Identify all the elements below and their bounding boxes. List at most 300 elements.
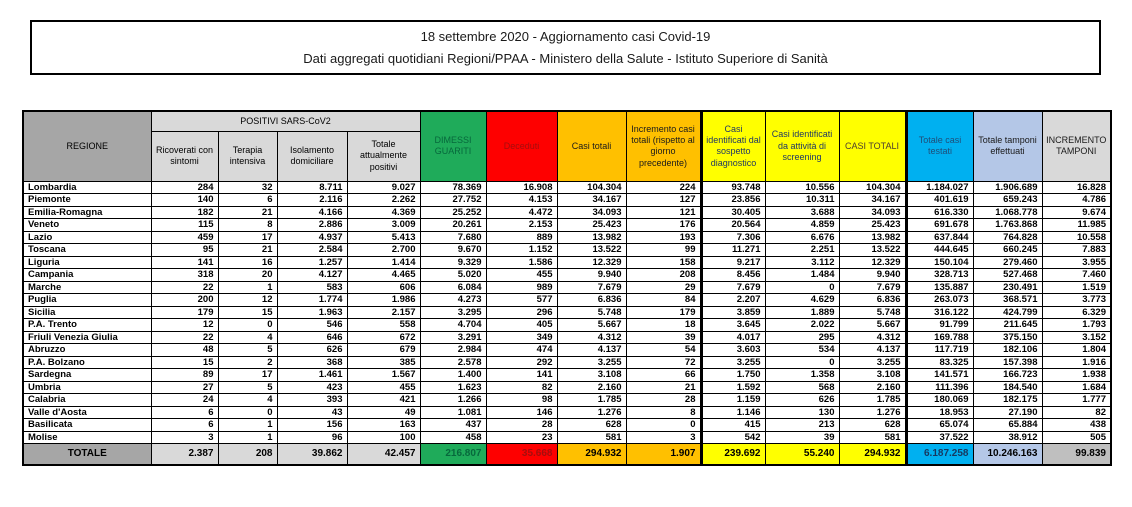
value-cell: 20: [218, 269, 277, 282]
value-cell: 474: [486, 344, 557, 357]
value-cell: 6: [218, 194, 277, 207]
value-cell: 13.982: [839, 231, 906, 244]
value-cell: 17: [218, 369, 277, 382]
value-cell: 3.291: [420, 331, 486, 344]
value-cell: 6.329: [1042, 306, 1111, 319]
value-cell: 25.423: [839, 219, 906, 232]
col-header-regione: REGIONE: [23, 111, 151, 181]
value-cell: 25.423: [557, 219, 626, 232]
value-cell: 72: [626, 356, 701, 369]
col-header-deceduti: Deceduti: [486, 111, 557, 181]
total-label-cell: TOTALE: [23, 444, 151, 465]
value-cell: 3.645: [701, 319, 765, 332]
table-row: [23, 331, 1111, 344]
region-name-cell: Campania: [23, 269, 151, 282]
value-cell: 10.246.163: [973, 444, 1042, 465]
value-cell: 49: [347, 406, 420, 419]
col-header-dimessi-guariti: DIMESSI GUARITI: [420, 111, 486, 181]
value-cell: 16: [218, 256, 277, 269]
table-row: [23, 356, 1111, 369]
value-cell: 0: [218, 319, 277, 332]
table-row: [23, 431, 1111, 444]
value-cell: 127: [626, 194, 701, 207]
value-cell: 2.886: [277, 219, 347, 232]
report-source-line: Dati aggregati quotidiani Regioni/PPAA - Ministero della Salute - Istituto Superiore di Sanità: [303, 51, 828, 66]
value-cell: 32: [218, 181, 277, 194]
value-cell: 691.678: [906, 219, 973, 232]
value-cell: 140: [151, 194, 218, 207]
value-cell: 163: [347, 419, 420, 432]
value-cell: 5.748: [839, 306, 906, 319]
value-cell: 534: [765, 344, 839, 357]
value-cell: 9.027: [347, 181, 420, 194]
value-cell: 150.104: [906, 256, 973, 269]
value-cell: 7.679: [839, 281, 906, 294]
value-cell: 9.674: [1042, 206, 1111, 219]
report-title-box: [30, 20, 1101, 75]
value-cell: 1.907: [626, 444, 701, 465]
value-cell: 0: [765, 356, 839, 369]
value-cell: 39: [765, 431, 839, 444]
region-name-cell: P.A. Trento: [23, 319, 151, 332]
value-cell: 21: [218, 206, 277, 219]
value-cell: 1.793: [1042, 319, 1111, 332]
value-cell: 458: [420, 431, 486, 444]
value-cell: 156: [277, 419, 347, 432]
value-cell: 455: [347, 381, 420, 394]
value-cell: 4.166: [277, 206, 347, 219]
value-cell: 2.387: [151, 444, 218, 465]
value-cell: 104.304: [839, 181, 906, 194]
value-cell: 546: [277, 319, 347, 332]
value-cell: 1.938: [1042, 369, 1111, 382]
value-cell: 421: [347, 394, 420, 407]
value-cell: 182: [151, 206, 218, 219]
region-name-cell: Piemonte: [23, 194, 151, 207]
region-name-cell: Friuli Venezia Giulia: [23, 331, 151, 344]
value-cell: 5: [218, 344, 277, 357]
value-cell: 12: [151, 319, 218, 332]
value-cell: 583: [277, 281, 347, 294]
value-cell: 84: [626, 294, 701, 307]
value-cell: 34.167: [839, 194, 906, 207]
value-cell: 193: [626, 231, 701, 244]
value-cell: 96: [277, 431, 347, 444]
value-cell: 1.986: [347, 294, 420, 307]
value-cell: 6: [151, 419, 218, 432]
value-cell: 43: [277, 406, 347, 419]
value-cell: 1.461: [277, 369, 347, 382]
value-cell: 35.668: [486, 444, 557, 465]
value-cell: 11.985: [1042, 219, 1111, 232]
value-cell: 1.276: [839, 406, 906, 419]
value-cell: 3.295: [420, 306, 486, 319]
col-header-casi-totali-2: CASI TOTALI: [839, 111, 906, 181]
value-cell: 3.152: [1042, 331, 1111, 344]
col-header-totale-tamponi: Totale tamponi effettuati: [973, 111, 1042, 181]
value-cell: 505: [1042, 431, 1111, 444]
value-cell: 141.571: [906, 369, 973, 382]
region-name-cell: Valle d'Aosta: [23, 406, 151, 419]
value-cell: 1.785: [839, 394, 906, 407]
value-cell: 423: [277, 381, 347, 394]
col-header-totale-positivi: Totale attualmente positivi: [347, 131, 420, 181]
value-cell: 10.558: [1042, 231, 1111, 244]
table-row: [23, 306, 1111, 319]
table-row: [23, 244, 1111, 257]
value-cell: 7.679: [557, 281, 626, 294]
value-cell: 1.257: [277, 256, 347, 269]
value-cell: 1.592: [701, 381, 765, 394]
value-cell: 5.413: [347, 231, 420, 244]
value-cell: 208: [218, 444, 277, 465]
value-cell: 89: [151, 369, 218, 382]
value-cell: 1: [218, 431, 277, 444]
value-cell: 568: [765, 381, 839, 394]
value-cell: 393: [277, 394, 347, 407]
table-row: [23, 394, 1111, 407]
col-header-incremento-casi: Incremento casi totali (rispetto al giorno precedente): [626, 111, 701, 181]
value-cell: 2.160: [557, 381, 626, 394]
value-cell: 1.358: [765, 369, 839, 382]
col-header-casi-totali: Casi totali: [557, 111, 626, 181]
value-cell: 42.457: [347, 444, 420, 465]
value-cell: 2.251: [765, 244, 839, 257]
value-cell: 25.252: [420, 206, 486, 219]
table-row: [23, 281, 1111, 294]
value-cell: 1.774: [277, 294, 347, 307]
value-cell: 54: [626, 344, 701, 357]
value-cell: 4.273: [420, 294, 486, 307]
value-cell: 318: [151, 269, 218, 282]
value-cell: 176: [626, 219, 701, 232]
value-cell: 1.266: [420, 394, 486, 407]
value-cell: 30.405: [701, 206, 765, 219]
value-cell: 66: [626, 369, 701, 382]
value-cell: 5: [218, 381, 277, 394]
value-cell: 4: [218, 394, 277, 407]
total-row: [23, 444, 1111, 465]
value-cell: 82: [486, 381, 557, 394]
value-cell: 672: [347, 331, 420, 344]
value-cell: 4.312: [557, 331, 626, 344]
value-cell: 626: [277, 344, 347, 357]
value-cell: 375.150: [973, 331, 1042, 344]
region-name-cell: Puglia: [23, 294, 151, 307]
value-cell: 4.369: [347, 206, 420, 219]
value-cell: 216.807: [420, 444, 486, 465]
value-cell: 117.719: [906, 344, 973, 357]
value-cell: 18: [626, 319, 701, 332]
value-cell: 2.700: [347, 244, 420, 257]
value-cell: 3.688: [765, 206, 839, 219]
value-cell: 1.763.868: [973, 219, 1042, 232]
value-cell: 3: [151, 431, 218, 444]
value-cell: 15: [218, 306, 277, 319]
value-cell: 9.217: [701, 256, 765, 269]
value-cell: 4.465: [347, 269, 420, 282]
value-cell: 2.578: [420, 356, 486, 369]
value-cell: 659.243: [973, 194, 1042, 207]
value-cell: 169.788: [906, 331, 973, 344]
value-cell: 2.584: [277, 244, 347, 257]
value-cell: 91.799: [906, 319, 973, 332]
region-name-cell: Sardegna: [23, 369, 151, 382]
table-row: [23, 219, 1111, 232]
col-header-terapia-intensiva: Terapia intensiva: [218, 131, 277, 181]
col-header-totale-casi-testati: Totale casi testati: [906, 111, 973, 181]
value-cell: 9.940: [557, 269, 626, 282]
value-cell: 637.844: [906, 231, 973, 244]
value-cell: 3.955: [1042, 256, 1111, 269]
value-cell: 1.586: [486, 256, 557, 269]
value-cell: 263.073: [906, 294, 973, 307]
col-header-isolamento: Isolamento domiciliare: [277, 131, 347, 181]
value-cell: 1.623: [420, 381, 486, 394]
value-cell: 158: [626, 256, 701, 269]
value-cell: 12: [218, 294, 277, 307]
value-cell: 6.836: [839, 294, 906, 307]
value-cell: 628: [557, 419, 626, 432]
region-name-cell: Toscana: [23, 244, 151, 257]
value-cell: 111.396: [906, 381, 973, 394]
region-name-cell: Sicilia: [23, 306, 151, 319]
value-cell: 8: [626, 406, 701, 419]
value-cell: 3.112: [765, 256, 839, 269]
value-cell: 1.184.027: [906, 181, 973, 194]
col-header-ricoverati: Ricoverati con sintomi: [151, 131, 218, 181]
region-name-cell: Lombardia: [23, 181, 151, 194]
value-cell: 9.670: [420, 244, 486, 257]
value-cell: 1.750: [701, 369, 765, 382]
value-cell: 239.692: [701, 444, 765, 465]
value-cell: 2.160: [839, 381, 906, 394]
value-cell: 16.908: [486, 181, 557, 194]
value-cell: 99.839: [1042, 444, 1111, 465]
value-cell: 34.167: [557, 194, 626, 207]
value-cell: 224: [626, 181, 701, 194]
value-cell: 1.146: [701, 406, 765, 419]
value-cell: 2.262: [347, 194, 420, 207]
value-cell: 115: [151, 219, 218, 232]
region-name-cell: P.A. Bolzano: [23, 356, 151, 369]
value-cell: 316.122: [906, 306, 973, 319]
value-cell: 121: [626, 206, 701, 219]
value-cell: 13.522: [839, 244, 906, 257]
value-cell: 3.603: [701, 344, 765, 357]
value-cell: 3.773: [1042, 294, 1111, 307]
value-cell: 2.153: [486, 219, 557, 232]
value-cell: 99: [626, 244, 701, 257]
region-name-cell: Marche: [23, 281, 151, 294]
value-cell: 182.106: [973, 344, 1042, 357]
value-cell: 1: [218, 281, 277, 294]
value-cell: 628: [839, 419, 906, 432]
value-cell: 6.187.258: [906, 444, 973, 465]
value-cell: 38.912: [973, 431, 1042, 444]
table-row: [23, 381, 1111, 394]
value-cell: 10.311: [765, 194, 839, 207]
value-cell: 5.748: [557, 306, 626, 319]
value-cell: 4.127: [277, 269, 347, 282]
table-row: [23, 206, 1111, 219]
value-cell: 1: [218, 419, 277, 432]
value-cell: 542: [701, 431, 765, 444]
value-cell: 5.020: [420, 269, 486, 282]
value-cell: 279.460: [973, 256, 1042, 269]
value-cell: 65.884: [973, 419, 1042, 432]
value-cell: 1.484: [765, 269, 839, 282]
value-cell: 385: [347, 356, 420, 369]
value-cell: 646: [277, 331, 347, 344]
value-cell: 98: [486, 394, 557, 407]
value-cell: 4.153: [486, 194, 557, 207]
value-cell: 15: [151, 356, 218, 369]
value-cell: 4.472: [486, 206, 557, 219]
col-group-positivi: POSITIVI SARS-CoV2: [151, 111, 420, 131]
value-cell: 0: [626, 419, 701, 432]
region-name-cell: Emilia-Romagna: [23, 206, 151, 219]
region-name-cell: Molise: [23, 431, 151, 444]
value-cell: 4.786: [1042, 194, 1111, 207]
value-cell: 93.748: [701, 181, 765, 194]
value-cell: 296: [486, 306, 557, 319]
value-cell: 3.108: [557, 369, 626, 382]
value-cell: 0: [218, 406, 277, 419]
value-cell: 3.255: [701, 356, 765, 369]
value-cell: 20.564: [701, 219, 765, 232]
value-cell: 581: [839, 431, 906, 444]
value-cell: 82: [1042, 406, 1111, 419]
value-cell: 83.325: [906, 356, 973, 369]
value-cell: 179: [151, 306, 218, 319]
value-cell: 3.255: [839, 356, 906, 369]
value-cell: 7.883: [1042, 244, 1111, 257]
value-cell: 626: [765, 394, 839, 407]
value-cell: 581: [557, 431, 626, 444]
value-cell: 4.937: [277, 231, 347, 244]
value-cell: 78.369: [420, 181, 486, 194]
table-header: [23, 111, 1111, 181]
value-cell: 24: [151, 394, 218, 407]
region-name-cell: Veneto: [23, 219, 151, 232]
table-row: [23, 256, 1111, 269]
value-cell: 415: [701, 419, 765, 432]
value-cell: 18.953: [906, 406, 973, 419]
report-date-line: 18 settembre 2020 - Aggiornamento casi Covid-19: [420, 29, 711, 44]
value-cell: 3.255: [557, 356, 626, 369]
table-row: [23, 369, 1111, 382]
value-cell: 527.468: [973, 269, 1042, 282]
value-cell: 4.137: [839, 344, 906, 357]
value-cell: 23.856: [701, 194, 765, 207]
value-cell: 2.157: [347, 306, 420, 319]
region-name-cell: Calabria: [23, 394, 151, 407]
value-cell: 459: [151, 231, 218, 244]
region-name-cell: Umbria: [23, 381, 151, 394]
value-cell: 437: [420, 419, 486, 432]
value-cell: 17: [218, 231, 277, 244]
value-cell: 1.519: [1042, 281, 1111, 294]
value-cell: 179: [626, 306, 701, 319]
value-cell: 8.711: [277, 181, 347, 194]
value-cell: 21: [218, 244, 277, 257]
value-cell: 22: [151, 331, 218, 344]
value-cell: 29: [626, 281, 701, 294]
value-cell: 55.240: [765, 444, 839, 465]
value-cell: 764.828: [973, 231, 1042, 244]
value-cell: 28: [486, 419, 557, 432]
value-cell: 141: [486, 369, 557, 382]
value-cell: 213: [765, 419, 839, 432]
value-cell: 328.713: [906, 269, 973, 282]
value-cell: 4.859: [765, 219, 839, 232]
value-cell: 606: [347, 281, 420, 294]
value-cell: 424.799: [973, 306, 1042, 319]
value-cell: 5.667: [557, 319, 626, 332]
value-cell: 20.261: [420, 219, 486, 232]
value-cell: 558: [347, 319, 420, 332]
value-cell: 577: [486, 294, 557, 307]
value-cell: 95: [151, 244, 218, 257]
value-cell: 28: [626, 394, 701, 407]
table-body: [23, 181, 1111, 465]
value-cell: 7.460: [1042, 269, 1111, 282]
value-cell: 368: [277, 356, 347, 369]
value-cell: 100: [347, 431, 420, 444]
value-cell: 7.306: [701, 231, 765, 244]
value-cell: 444.645: [906, 244, 973, 257]
table-row: [23, 319, 1111, 332]
value-cell: 27.752: [420, 194, 486, 207]
table-row: [23, 344, 1111, 357]
value-cell: 1.414: [347, 256, 420, 269]
value-cell: 1.916: [1042, 356, 1111, 369]
value-cell: 1.276: [557, 406, 626, 419]
value-cell: 48: [151, 344, 218, 357]
value-cell: 39: [626, 331, 701, 344]
value-cell: 8.456: [701, 269, 765, 282]
value-cell: 1.684: [1042, 381, 1111, 394]
table-row: [23, 269, 1111, 282]
value-cell: 1.159: [701, 394, 765, 407]
value-cell: 208: [626, 269, 701, 282]
value-cell: 7.680: [420, 231, 486, 244]
value-cell: 989: [486, 281, 557, 294]
value-cell: 349: [486, 331, 557, 344]
table-row: [23, 419, 1111, 432]
col-header-incremento-tamponi: INCREMENTO TAMPONI: [1042, 111, 1111, 181]
value-cell: 4.704: [420, 319, 486, 332]
value-cell: 34.093: [557, 206, 626, 219]
value-cell: 4.137: [557, 344, 626, 357]
value-cell: 141: [151, 256, 218, 269]
value-cell: 12.329: [557, 256, 626, 269]
value-cell: 405: [486, 319, 557, 332]
value-cell: 157.398: [973, 356, 1042, 369]
value-cell: 6.084: [420, 281, 486, 294]
table-row: [23, 231, 1111, 244]
value-cell: 34.093: [839, 206, 906, 219]
value-cell: 22: [151, 281, 218, 294]
value-cell: 294.932: [557, 444, 626, 465]
value-cell: 3.108: [839, 369, 906, 382]
value-cell: 1.963: [277, 306, 347, 319]
covid-data-table: [22, 110, 1112, 466]
value-cell: 6.836: [557, 294, 626, 307]
value-cell: 1.777: [1042, 394, 1111, 407]
table-row: [23, 294, 1111, 307]
